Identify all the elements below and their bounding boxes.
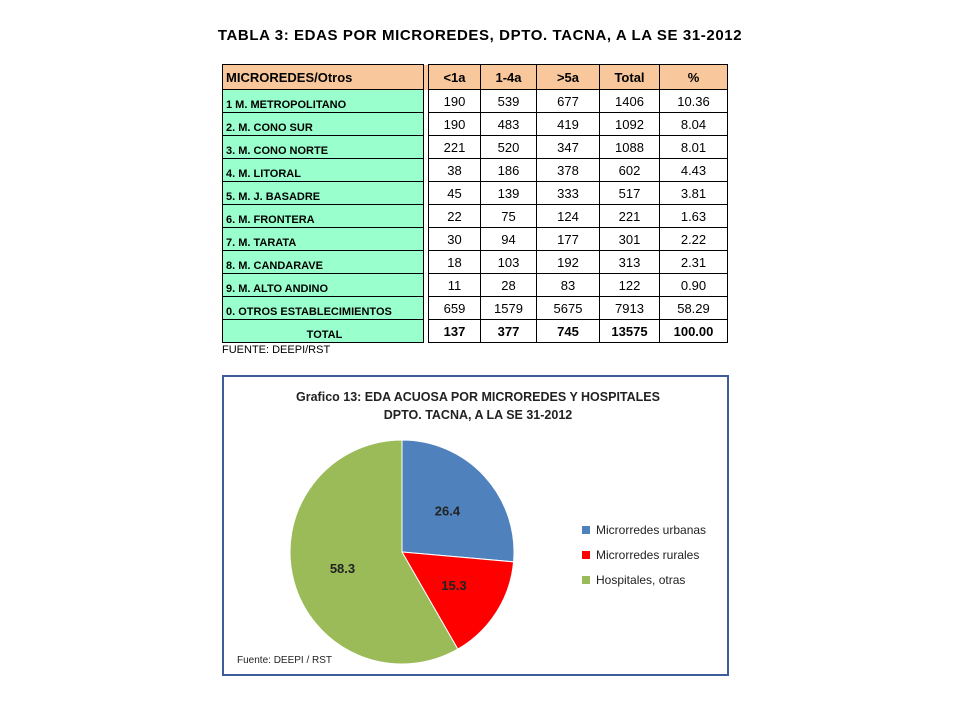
table-row: [223, 228, 728, 251]
row-value: 517: [600, 182, 660, 205]
row-value: 221: [429, 136, 481, 159]
row-value: 94: [481, 228, 537, 251]
chart-title: Grafico 13: EDA ACUOSA POR MICROREDES Y HOSPITALES: [296, 390, 660, 404]
row-value: 2.31: [660, 251, 728, 274]
row-value: 1088: [600, 136, 660, 159]
row-value: 38: [429, 159, 481, 182]
row-value: 8.04: [660, 113, 728, 136]
table-row: [223, 182, 728, 205]
table-header-row: [223, 65, 728, 90]
row-name: 7. M. TARATA: [223, 228, 424, 251]
table-row: [223, 274, 728, 297]
pie-chart-panel: [222, 375, 729, 676]
row-value: 333: [537, 182, 600, 205]
row-value: 75: [481, 205, 537, 228]
total-value: 137: [429, 320, 481, 343]
row-value: 483: [481, 113, 537, 136]
row-name: 8. M. CANDARAVE: [223, 251, 424, 274]
total-value: 13575: [600, 320, 660, 343]
row-value: 8.01: [660, 136, 728, 159]
row-value: 28: [481, 274, 537, 297]
header-cell: 1-4a: [481, 65, 537, 90]
row-value: 0.90: [660, 274, 728, 297]
pie-slice-0: [402, 440, 514, 562]
row-value: 7913: [600, 297, 660, 320]
row-name: 0. OTROS ESTABLECIMIENTOS: [223, 297, 424, 320]
microredes-table: [222, 64, 728, 343]
row-value: 221: [600, 205, 660, 228]
row-value: 18: [429, 251, 481, 274]
table-row: [223, 159, 728, 182]
total-value: 745: [537, 320, 600, 343]
row-value: 122: [600, 274, 660, 297]
row-name: 1 M. METROPOLITANO: [223, 90, 424, 113]
row-value: 1406: [600, 90, 660, 113]
table-source: FUENTE: DEEPI/RST: [222, 344, 331, 356]
total-value: 377: [481, 320, 537, 343]
row-value: 22: [429, 205, 481, 228]
total-value: 100.00: [660, 320, 728, 343]
row-value: 190: [429, 90, 481, 113]
row-name: 6. M. FRONTERA: [223, 205, 424, 228]
table-title: TABLA 3: EDAS POR MICROREDES, DPTO. TACNA, A LA SE 31-2012: [217, 27, 743, 44]
row-value: 3.81: [660, 182, 728, 205]
row-value: 124: [537, 205, 600, 228]
row-value: 677: [537, 90, 600, 113]
row-value: 659: [429, 297, 481, 320]
row-name: 2. M. CONO SUR: [223, 113, 424, 136]
row-value: 5675: [537, 297, 600, 320]
row-value: 186: [481, 159, 537, 182]
header-cell: <1a: [429, 65, 481, 90]
header-cell: >5a: [537, 65, 600, 90]
legend-swatch: [582, 576, 590, 584]
row-value: 539: [481, 90, 537, 113]
row-value: 313: [600, 251, 660, 274]
table-row: [223, 205, 728, 228]
chart-legend: [582, 517, 706, 592]
row-value: 103: [481, 251, 537, 274]
legend-item: [582, 517, 706, 542]
total-label: TOTAL: [223, 320, 424, 343]
table-total-row: [223, 320, 728, 343]
header-cell: %: [660, 65, 728, 90]
row-value: 1.63: [660, 205, 728, 228]
table-row: [223, 136, 728, 159]
row-value: 419: [537, 113, 600, 136]
header-cell: MICROREDES/Otros: [223, 65, 424, 90]
legend-item: [582, 567, 706, 592]
chart-subtitle: DPTO. TACNA, A LA SE 31-2012: [383, 408, 573, 422]
row-value: 11: [429, 274, 481, 297]
legend-label: Hospitales, otras: [596, 572, 686, 587]
legend-swatch: [582, 551, 590, 559]
row-value: 45: [429, 182, 481, 205]
row-value: 2.22: [660, 228, 728, 251]
row-value: 602: [600, 159, 660, 182]
legend-label: Microrredes rurales: [596, 547, 700, 562]
row-value: 10.36: [660, 90, 728, 113]
row-value: 83: [537, 274, 600, 297]
row-value: 139: [481, 182, 537, 205]
legend-swatch: [582, 526, 590, 534]
row-value: 301: [600, 228, 660, 251]
row-value: 190: [429, 113, 481, 136]
row-value: 1579: [481, 297, 537, 320]
row-value: 30: [429, 228, 481, 251]
header-cell: Total: [600, 65, 660, 90]
row-value: 378: [537, 159, 600, 182]
chart-source: Fuente: DEEPI / RST: [237, 655, 333, 666]
legend-label: Microrredes urbanas: [596, 522, 707, 537]
row-value: 192: [537, 251, 600, 274]
row-value: 347: [537, 136, 600, 159]
slice-label-0: 26.4: [434, 503, 461, 519]
row-value: 177: [537, 228, 600, 251]
row-name: 3. M. CONO NORTE: [223, 136, 424, 159]
row-name: 4. M. LITORAL: [223, 159, 424, 182]
row-value: 1092: [600, 113, 660, 136]
legend-item: [582, 542, 706, 567]
table-row: [223, 251, 728, 274]
table-row: [223, 297, 728, 320]
row-name: 5. M. J. BASADRE: [223, 182, 424, 205]
table-row: [223, 113, 728, 136]
row-value: 58.29: [660, 297, 728, 320]
slice-label-1: 15.3: [441, 578, 467, 594]
row-name: 9. M. ALTO ANDINO: [223, 274, 424, 297]
table-row: [223, 90, 728, 113]
slice-label-2: 58.3: [329, 560, 356, 576]
row-value: 520: [481, 136, 537, 159]
row-value: 4.43: [660, 159, 728, 182]
